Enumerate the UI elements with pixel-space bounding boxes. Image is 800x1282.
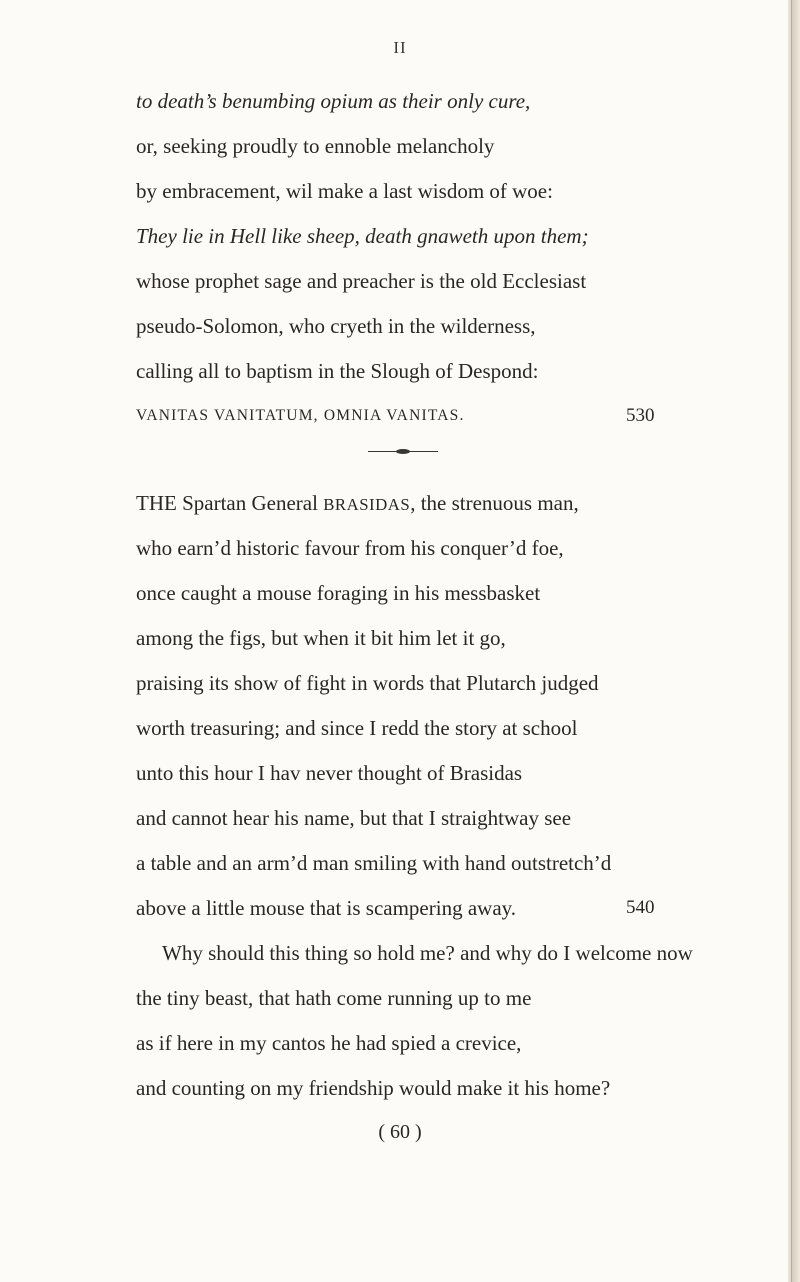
poem-line: who earn’d historic favour from his conquer’d foe, (136, 536, 564, 560)
poem-line: whose prophet sage and preacher is the old Ecclesiast (136, 269, 587, 293)
poem-line: by embracement, wil make a last wisdom of woe: (136, 179, 553, 203)
poem-line: as if here in my cantos he had spied a crevice, (136, 1031, 522, 1055)
section-divider (368, 447, 438, 457)
poem-line: or, seeking proudly to ennoble melancholy (136, 134, 495, 158)
poem-line: calling all to baptism in the Slough of Despond: (136, 359, 539, 383)
poem-line: once caught a mouse foraging in his messbasket (136, 581, 541, 605)
poem-line: worth treasuring; and since I redd the story at school (136, 716, 578, 740)
poem-line: unto this hour I hav never thought of Brasidas (136, 761, 523, 785)
poem-line: They lie in Hell like sheep, death gnaweth upon them; (136, 224, 589, 248)
line-number: 540 (626, 897, 655, 918)
poem-line: above a little mouse that is scampering away. (136, 896, 517, 920)
poem-line: to death’s benumbing opium as their only cure, (136, 89, 531, 113)
poem-line: VANITAS VANITATUM, OMNIA VANITAS. (136, 407, 465, 424)
page-header: II (393, 38, 407, 57)
page-number: ( 60 ) (378, 1121, 422, 1143)
page-edge (788, 0, 800, 1282)
poem-line: pseudo-Solomon, who cryeth in the wilderness, (136, 314, 536, 338)
line-number: 530 (626, 405, 655, 426)
line-text: , the strenuous man, (410, 491, 579, 515)
name-brasidas: BRASIDAS (323, 495, 411, 514)
poem-line (136, 491, 579, 517)
poem-line: among the figs, but when it bit him let it go, (136, 626, 506, 650)
line-text: THE Spartan General (136, 491, 324, 515)
poem-line: a table and an arm’d man smiling with hand outstretch’d (136, 851, 612, 875)
poem-line: the tiny beast, that hath come running up to me (136, 986, 532, 1010)
poem-line: and cannot hear his name, but that I straightway see (136, 806, 572, 830)
poem-line: Why should this thing so hold me? and why do I welcome now (162, 941, 693, 965)
poem-line: praising its show of fight in words that Plutarch judged (136, 671, 599, 695)
poem-line: and counting on my friendship would make it his home? (136, 1076, 611, 1100)
